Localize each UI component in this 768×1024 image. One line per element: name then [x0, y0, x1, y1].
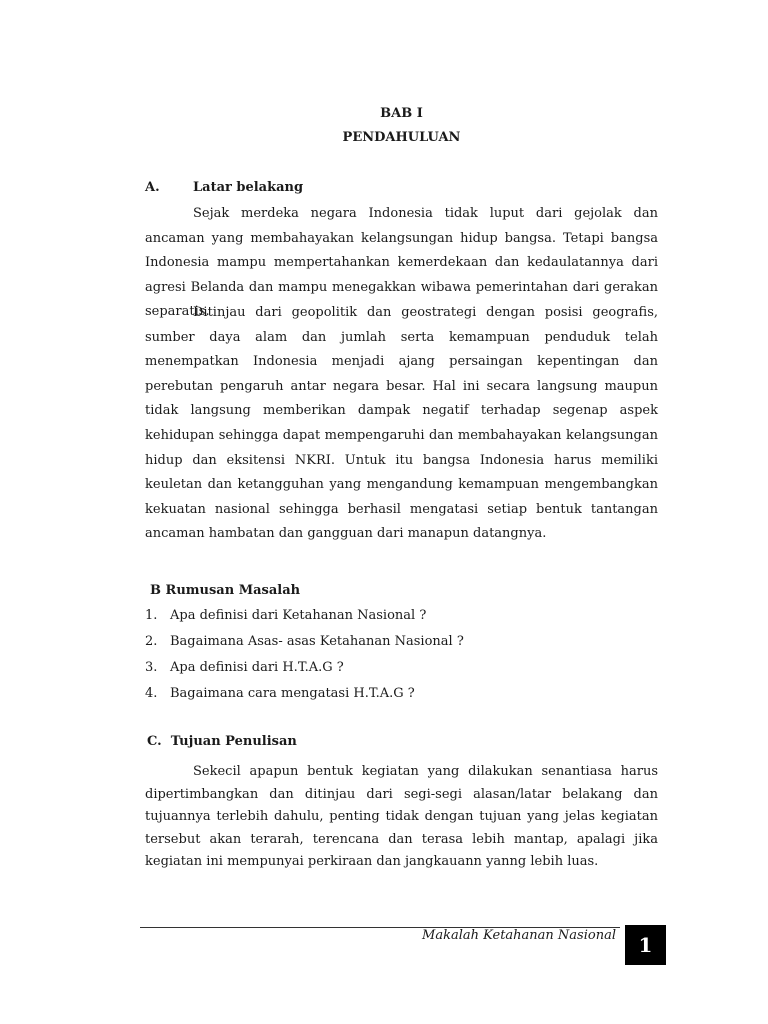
page-number-badge: 1: [625, 925, 666, 965]
footer-title: Makalah Ketahanan Nasional: [422, 928, 616, 943]
section-a-paragraph-2: Ditinjau dari geopolitik dan geostrategi dengan posisi geografis, sumber daya alam dan jumlah serta kemampuan penduduk telah menempatkan Indonesia menjadi ajang persaingan kepentingan dan perebutan pengaruh antar negara besar. Hal ini secara langsung maupun tidak langsung memberikan dampak negatif terhadap segenap aspek kehidupan sehingga dapat mempengaruhi dan membahayakan kelangsungan hidup dan eksitensi NKRI. Untuk itu bangsa Indonesia harus memiliki keuletan dan ketangguhan yang mengandung kemampuan mengembangkan kekuatan nasional sehingga berhasil mengatasi setiap bentuk tantangan ancaman hambatan dan gangguan dari manapun datangnya.: [145, 305, 658, 542]
problem-list: [145, 603, 658, 707]
list-item-number: 3.: [145, 660, 158, 675]
chapter-title: PENDAHULUAN: [342, 130, 461, 145]
list-item-text: Apa definisi dari H.T.A.G ?: [170, 660, 344, 675]
section-a-paragraph-1: Sejak merdeka negara Indonesia tidak luput dari gejolak dan ancaman yang membahayakan kelangsungan hidup bangsa. Tetapi bangsa Indonesia mampu mempertahankan kemerdekaan dan kedaulatannya dari agresi Belanda dan mampu menegakkan wibawa pemerintahan dari gerakan separatis.: [145, 206, 658, 320]
list-item: [145, 681, 658, 707]
list-item-number: 4.: [145, 686, 158, 701]
section-c-paragraph: Sekecil apapun bentuk kegiatan yang dilakukan senantiasa harus dipertimbangkan dan ditinjau dari segi-segi alasan/latar belakang dan tujuannya terlebih dahulu, penting tidak dengan tujuan yang jelas kegiatan tersebut akan terarah, terencana dan terasa lebih mantap, apalagi jika kegiatan ini mempunyai perkiraan dan jangkauann yanng lebih luas.: [145, 764, 658, 869]
list-item-text: Bagaimana cara mengatasi H.T.A.G ?: [170, 686, 415, 701]
list-item-text: Bagaimana Asas- asas Ketahanan Nasional ?: [170, 634, 464, 649]
chapter-number: BAB I: [380, 106, 423, 121]
list-item-number: 1.: [145, 608, 158, 623]
list-item: [145, 603, 658, 629]
list-item: [145, 629, 658, 655]
section-a-title: Latar belakang: [193, 180, 304, 195]
list-item: [145, 655, 658, 681]
section-b-title: B Rumusan Masalah: [150, 583, 301, 598]
list-item-text: Apa definisi dari Ketahanan Nasional ?: [170, 608, 427, 623]
list-item-number: 2.: [145, 634, 158, 649]
section-a-label: A.: [145, 180, 160, 195]
section-c-title: C. Tujuan Penulisan: [147, 734, 297, 749]
